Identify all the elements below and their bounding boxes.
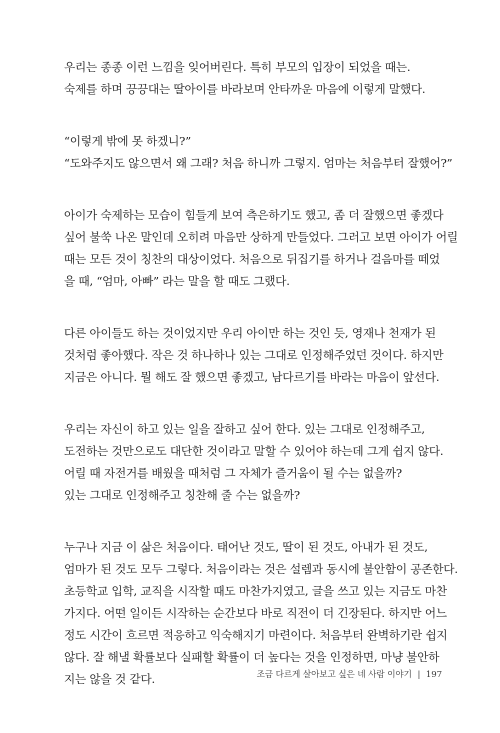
text-line: 아이가 숙제하는 모습이 힘들게 보여 측은하기도 했고, 좀 더 잘했으면 좋겠다 xyxy=(64,208,444,222)
text-line: 다른 아이들도 하는 것이었지만 우리 아이만 하는 것인 듯, 영재나 천재가 된 xyxy=(64,326,436,340)
page-body xyxy=(64,56,458,720)
text-line: 우리는 종종 이런 느낌을 잊어버린다. 특히 부모의 입장이 되었을 때는. xyxy=(64,60,411,74)
text-line: “이렇게 밖에 못 하겠니?” xyxy=(64,134,191,148)
text-line: 지는 않을 것 같다. xyxy=(64,672,155,686)
page-footer xyxy=(257,668,442,680)
paragraph-6 xyxy=(64,536,458,690)
text-line: 않다. 잘 해낼 확률보다 실패할 확률이 더 높다는 것을 인정하면, 마냥 불안하 xyxy=(64,650,440,664)
paragraph-5 xyxy=(64,418,444,506)
paragraph-4 xyxy=(64,322,444,388)
text-line: 지금은 아니다. 뭘 해도 잘 했으면 좋겠고, 남다르기를 바라는 마음이 앞선다. xyxy=(64,370,440,384)
text-line: 초등학교 입학, 교직을 시작할 때도 마찬가지였고, 글을 쓰고 있는 지금도 마찬 xyxy=(64,584,447,598)
paragraph-2-dialogue xyxy=(64,130,453,174)
text-line: 누구나 지금 이 삶은 처음이다. 태어난 것도, 딸이 된 것도, 아내가 된 것도, xyxy=(64,540,428,554)
text-line: 우리는 자신이 하고 있는 일을 잘하고 싶어 한다. 있는 그대로 인정해주고, xyxy=(64,422,425,436)
text-line: 정도 시간이 흐르면 적응하고 익숙해지기 마련이다. 처음부터 완벽하기란 쉽지 xyxy=(64,628,448,642)
text-line: 엄마가 된 것도 모두 그렇다. 처음이라는 것은 설렘과 동시에 불안함이 공존한다. xyxy=(64,562,458,576)
page-number: 197 xyxy=(425,670,442,680)
running-title: 조금 다르게 살아보고 싶은 네 사람 이야기 xyxy=(256,670,412,680)
footer-separator: | xyxy=(417,670,421,680)
text-line: 가지다. 어떤 일이든 시작하는 순간보다 바로 직전이 더 긴장된다. 하지만 어느 xyxy=(64,606,447,620)
text-line: 어릴 때 자전거를 배웠을 때처럼 그 자체가 즐거움이 될 수는 없을까? xyxy=(64,466,402,480)
text-line: 도전하는 것만으로도 대단한 것이라고 말할 수 있어야 하는데 그게 쉽지 않다. xyxy=(64,444,444,458)
text-line: “도와주지도 않으면서 왜 그래? 처음 하니까 그렇지. 엄마는 처음부터 잘했어?” xyxy=(64,156,453,170)
text-line: 때는 모든 것이 칭찬의 대상이었다. 처음으로 뒤집기를 하거나 걸음마를 떼었 xyxy=(64,252,440,266)
paragraph-3 xyxy=(64,204,458,292)
paragraph-1 xyxy=(64,56,444,100)
text-line: 있는 그대로 인정해주고 칭찬해 줄 수는 없을까? xyxy=(64,488,300,502)
text-line: 것처럼 좋아했다. 작은 것 하나하나 있는 그대로 인정해주었던 것이다. 하지만 xyxy=(64,348,444,362)
text-line: 숙제를 하며 끙끙대는 딸아이를 바라보며 안타까운 마음에 이렇게 말했다. xyxy=(64,82,426,96)
text-line: 을 때, “엄마, 아빠” 라는 말을 할 때도 그랬다. xyxy=(64,274,290,288)
text-line: 싶어 불쑥 나온 말인데 오히려 마음만 상하게 만들었다. 그러고 보면 아이가 어릴 xyxy=(64,230,458,244)
